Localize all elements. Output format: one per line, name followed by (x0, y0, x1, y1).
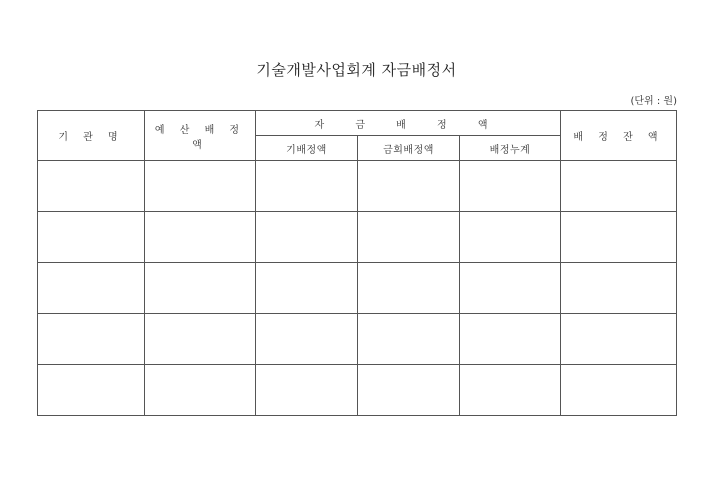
table-cell[interactable] (358, 365, 460, 416)
subheader-cumulative-allocation: 배정누계 (460, 136, 561, 161)
table-cell[interactable] (358, 212, 460, 263)
table-cell[interactable] (256, 314, 358, 365)
table-cell[interactable] (561, 212, 677, 263)
table-cell[interactable] (145, 212, 256, 263)
table-cell[interactable] (460, 263, 561, 314)
table-cell[interactable] (38, 161, 145, 212)
document-title: 기술개발사업회계 자금배정서 (256, 61, 457, 79)
table-row (38, 365, 677, 416)
table-row (38, 263, 677, 314)
header-row (38, 111, 677, 136)
table-row (38, 212, 677, 263)
table-row (38, 314, 677, 365)
table-cell[interactable] (38, 365, 145, 416)
table-cell[interactable] (358, 161, 460, 212)
table-cell[interactable] (358, 314, 460, 365)
header-agency: 기 관 명 (38, 111, 145, 161)
table-cell[interactable] (561, 365, 677, 416)
table-cell[interactable] (256, 161, 358, 212)
table-cell[interactable] (38, 212, 145, 263)
table-cell[interactable] (561, 314, 677, 365)
table-cell[interactable] (561, 263, 677, 314)
table-cell[interactable] (256, 263, 358, 314)
table-row (38, 161, 677, 212)
table-cell[interactable] (145, 263, 256, 314)
header-budget-allocation: 예 산 배 정 액 (145, 111, 256, 161)
table-cell[interactable] (460, 161, 561, 212)
header-remaining-allocation: 배 정 잔 액 (561, 111, 677, 161)
table-cell[interactable] (256, 212, 358, 263)
fund-allocation-table (37, 110, 677, 416)
subheader-previous-allocation: 기배정액 (256, 136, 358, 161)
table-cell[interactable] (460, 212, 561, 263)
subheader-current-allocation: 금회배정액 (358, 136, 460, 161)
table-cell[interactable] (460, 314, 561, 365)
table-cell[interactable] (145, 161, 256, 212)
table-cell[interactable] (256, 365, 358, 416)
header-fund-allocation: 자 금 배 정 액 (256, 111, 561, 136)
table-cell[interactable] (358, 263, 460, 314)
table-cell[interactable] (460, 365, 561, 416)
table-cell[interactable] (145, 314, 256, 365)
table-cell[interactable] (38, 314, 145, 365)
unit-label: (단위 : 원) (630, 96, 677, 107)
table-cell[interactable] (38, 263, 145, 314)
table-cell[interactable] (561, 161, 677, 212)
table-cell[interactable] (145, 365, 256, 416)
